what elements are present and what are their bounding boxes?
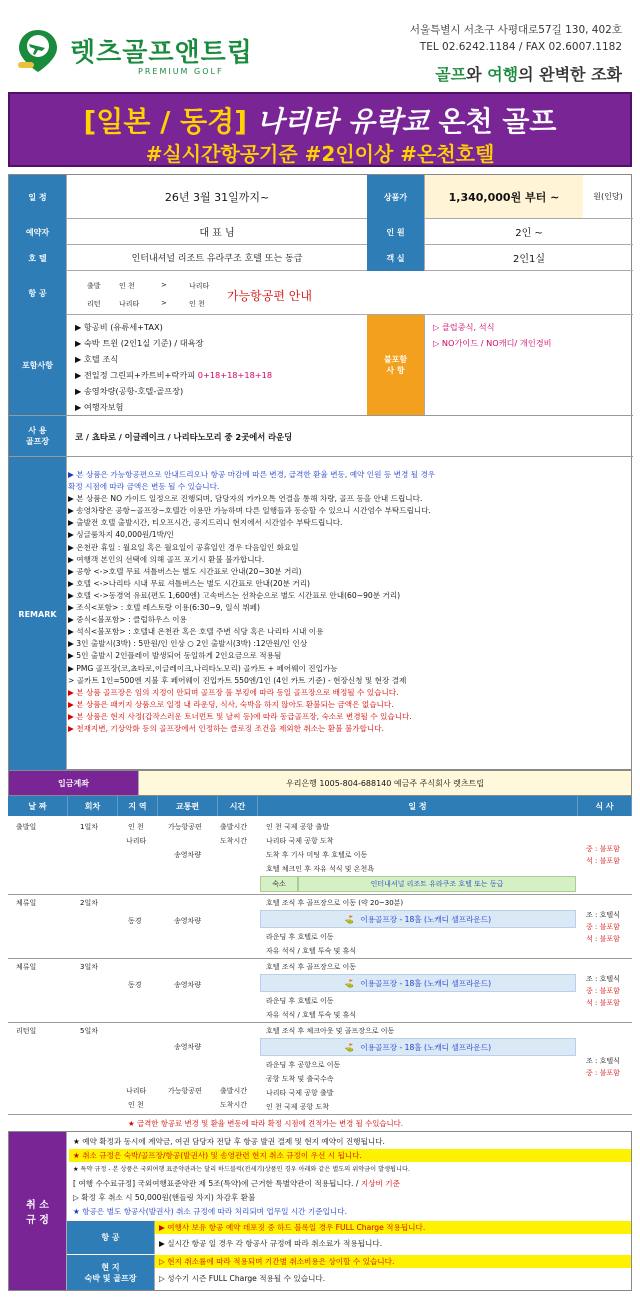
title-part: 온천 골프 <box>428 105 557 138</box>
cancel-rule-text: 지상비 기준 <box>360 1179 400 1188</box>
page-header <box>0 0 640 90</box>
area: 동경 <box>128 981 142 989</box>
itinerary-item: 라운딩 후 공항으로 이동 <box>266 1061 341 1069</box>
transport: 가능항공편 <box>168 823 202 831</box>
label-remark: REMARK <box>9 457 67 771</box>
itinerary-item: 나리타 국제 공항 도착 <box>266 837 334 845</box>
meal: 조 : 호텔식 <box>586 1057 620 1065</box>
col-area: 지 역 <box>118 796 158 816</box>
remark-item: ▶ 3인 출발시(3박) : 5만원/인 인상 ○ 2인 출발시(3박) :12만원/인 인상 <box>68 639 308 649</box>
meal: 중 : 불포함 <box>586 1069 620 1077</box>
arrow: > <box>161 281 167 289</box>
stay-hotel: 인터내셔널 리조트 유라쿠조 호텔 또는 동급 <box>298 876 576 892</box>
product-title <box>10 100 630 140</box>
arrow: > <box>161 299 167 307</box>
golf-flag-icon: ⛳ <box>344 1042 355 1052</box>
col-itinerary: 일 정 <box>258 796 578 816</box>
transport: 송영차량 <box>174 981 202 989</box>
remark-item: ▶ 조식<포함> : 호텔 레스토랑 이용(6:30~9, 일식 뷔페) <box>68 603 260 613</box>
label-room: 객 실 <box>367 245 425 271</box>
exclusions-list <box>433 319 629 351</box>
brand-subtitle: PREMIUM GOLF <box>138 67 224 76</box>
remark-item: ▶ 본 상품은 패키지 상품으로 일정 내 라운딩, 식사, 숙박을 하지 않아도 환불되는 금액은 없습니다. <box>68 699 394 709</box>
golf-round-text: 이용골프장 - 18홀 (노캐디 셀프라운드) <box>360 978 492 988</box>
slogan-part: 의 완벽한 조화 <box>518 65 622 84</box>
label-air: 항 공 <box>9 271 67 315</box>
golf-round-text: 이용골프장 - 18홀 (노캐디 셀프라운드) <box>360 1042 492 1052</box>
remark-item: ▶ 호텔 <->동경역 유료(편도 1,600엔) 고속버스는 선착순으로 별도 시간표로 안내(60~90분 거리) <box>68 590 401 600</box>
label-people: 인 원 <box>367 219 425 245</box>
inclusion-item: ▶ 숙박 트윈 (2인1실 기준) / 대욕장 <box>75 338 204 348</box>
itinerary-item: 자유 석식 / 호텔 투숙 및 휴식 <box>266 947 357 955</box>
air-note: 가능항공편 안내 <box>227 289 312 303</box>
area: 동경 <box>128 917 142 925</box>
golf-round-text: 이용골프장 - 18홀 (노캐디 셀프라운드) <box>360 914 492 924</box>
cancel-rule: ★ 예약 확정과 동시에 계약금, 여권 담당자 전달 후 항공 발권 결제 및 현지 예약이 진행됩니다. <box>73 1137 385 1146</box>
area: 인 천 <box>128 823 144 831</box>
phone-fax-line: TEL 02.6242.1184 / FAX 02.6007.1182 <box>419 41 622 53</box>
time: 도착시간 <box>220 1101 248 1109</box>
golf-round <box>260 974 576 992</box>
day-number: 2일차 <box>80 899 98 907</box>
remark-item: 확정 시점에 따라 금액은 변동 될 수 있습니다. <box>68 482 220 492</box>
period-value: 26년 3월 31일까지~ <box>67 175 367 219</box>
itinerary-item: 나리타 국제 공항 출발 <box>266 1089 334 1097</box>
price-value: 1,340,000원 부터 ~ <box>425 175 583 219</box>
remark-item: ▶ 싱글룸차지 40,000원/1박/인 <box>68 530 174 540</box>
area: 나리타 <box>126 837 147 845</box>
brand-name: 렛츠골프앤트립 <box>70 38 253 68</box>
meal: 석 : 불포함 <box>586 857 620 865</box>
golf-flag-icon: ⛳ <box>344 978 355 988</box>
label-golf-course: 사 용 골프장 <box>9 416 67 456</box>
inclusion-item: ▶ 송영차량(공항-호텔-골프장) <box>75 386 184 396</box>
divider <box>9 456 633 457</box>
exclusion-item: ▷ NO가이드 / NO캐디/ 개인경비 <box>433 338 552 348</box>
inclusion-item: ▶ 항공비 (유류세+TAX) <box>75 322 163 332</box>
itinerary-item: 호텔 조식 후 골프장으로 이동 (약 20~30분) <box>266 899 404 907</box>
day-number: 3일차 <box>80 963 98 971</box>
air-cell <box>67 271 633 315</box>
remark-item: ▶ 출발전 호텔 출발시간, 티오프시간, 공지드리니 현지에서 시간엄수 부탁드립니다. <box>68 518 343 528</box>
day-date: 체류일 <box>16 963 37 971</box>
remark-item: ▶ 송영차량은 공항~골프장~호텔간 이용만 가능하며 다른 일행들과 동승할 수 있으니 시간엄수 부탁드립니다. <box>68 506 431 516</box>
cancellation-policy <box>8 1131 632 1291</box>
area: 인 천 <box>128 1101 144 1109</box>
col-transport: 교통편 <box>158 796 218 816</box>
stay-label: 숙소 <box>260 876 298 892</box>
divider <box>8 894 632 895</box>
cancel-rule: ▷ 확정 후 취소 시 50,000원(핸들링 차지) 차감후 환불 <box>73 1193 256 1202</box>
room-value: 2인1실 <box>425 245 633 271</box>
golf-round <box>260 910 576 928</box>
bank-row <box>8 770 632 796</box>
slogan-part: 골프 <box>435 65 467 84</box>
divider <box>9 415 633 416</box>
remark-item: ▶ 본 상품 골프장은 임의 지정이 안되며 골프장 풀 부킹에 따라 동일 골프장으로 배정될 수 있습니다. <box>68 687 399 697</box>
itinerary-item: 도착 후 기사 미팅 후 호텔로 이동 <box>266 851 368 859</box>
remark-item: ▶ 중식<불포함> : 클럽하우스 이용 <box>68 615 187 625</box>
cancel-rule: ★ 특약 규정 - 본 상품은 국외여행 표준약관과는 달리 하드블럭(전세기)상품인 경우 아래와 같은 별도의 위약금이 발생됩니다. <box>73 1166 410 1173</box>
local-cancel-rule: ▷ 성수기 시즌 FULL Charge 적용될 수 있습니다. <box>159 1274 326 1283</box>
remark-item: ▶ 온천관 휴일 : 월요일 혹은 월요일이 공휴일인 경우 다음일인 화요일 <box>68 542 299 552</box>
remark-item: ▶ 석식<불포함> : 호텔내 온천관 혹은 호텔 주변 식당 혹은 나리타 시내 이용 <box>68 627 324 637</box>
col-day: 회차 <box>68 796 118 816</box>
remark-item: > 골카트 1인=500엔 지불 후 페어웨이 진입카트 550엔/1인 (4인 카트 기준) - 현장신청 및 현장 결제 <box>68 675 407 685</box>
itinerary-item: 호텔 조식 후 체크아웃 및 골프장으로 이동 <box>266 1027 395 1035</box>
cancel-rule: ★ 항공은 별도 항공사(발권사) 취소 규정에 따라 처리되며 업무일 시간 기준입니다. <box>73 1207 348 1216</box>
label-cancel: 취 소 규 정 <box>9 1132 67 1290</box>
label-period: 일 정 <box>9 175 67 219</box>
air-ret-label: 리턴 <box>87 300 101 308</box>
golf-flag-icon: ⛳ <box>344 914 355 924</box>
meal: 중 : 불포함 <box>586 923 620 931</box>
title-part: [일본 / 동경] <box>83 105 257 138</box>
transport: 송영차량 <box>174 917 202 925</box>
itinerary-item: 인 천 국제 공항 도착 <box>266 1103 329 1111</box>
slogan <box>435 62 622 85</box>
cancel-rule-text: [ 여행 수수료규정] 국외여행표준약관 제 5조(특약)에 근거한 특별약관이 적용됩니다. / <box>73 1179 361 1188</box>
meal: 석 : 불포함 <box>586 935 620 943</box>
hotel-value: 인터내셔널 리조트 유라쿠조 호텔 또는 동급 <box>67 245 367 271</box>
day-date: 출발일 <box>16 823 37 831</box>
bank-account: 우리은행 1005-804-688140 예금주 주식회사 렛츠트립 <box>139 771 631 795</box>
col-meal: 식 사 <box>578 796 632 816</box>
inclusions-list <box>75 319 365 415</box>
itinerary-item: 호텔 체크인 후 자유 석식 및 온천욕 <box>266 865 375 873</box>
exclusion-item: ▷ 클럽중식, 석식 <box>433 322 495 332</box>
remark-item: ▶ 공항 <->호텔 무료 셔틀버스는 별도 시간표로 안내(20~30분 거리) <box>68 566 302 576</box>
air-cancel-rule: ▶ 실시간 항공 일 경우 각 항공사 규정에 따라 취소료가 적용됩니다. <box>159 1239 383 1248</box>
label-reserver: 예약자 <box>9 219 67 245</box>
area: 나리타 <box>126 1087 147 1095</box>
transport: 가능항공편 <box>168 1087 202 1095</box>
air-dep-from: 인 천 <box>119 282 135 290</box>
time: 출발시간 <box>220 823 248 831</box>
remark-list <box>68 469 624 735</box>
itinerary-item: 라운딩 후 호텔로 이동 <box>266 997 334 1005</box>
divider <box>8 1022 632 1023</box>
remark-item: ▶ PMG 골프장(코,쵸타로,이글레이크,나리타노모리) 골카트 + 페어웨이 진입가능 <box>68 663 338 673</box>
label-inclusions: 포함사항 <box>9 315 67 415</box>
label-exclusions: 불포함 사 항 <box>367 315 425 415</box>
inclusion-item: ▶ 여행자보험 <box>75 402 124 412</box>
divider <box>8 1114 632 1115</box>
itinerary-item: 자유 석식 / 호텔 투숙 및 휴식 <box>266 1011 357 1019</box>
price-change-notice: ★ 급격한 항공료 변경 및 환율 변동에 따라 확정 시점에 견적가는 변경 될 수있습니다. <box>128 1119 404 1128</box>
reserver-value: 대 표 님 <box>67 219 367 245</box>
slogan-part: 와 <box>466 65 488 84</box>
cancel-rule-highlight: ★ 취소 규정은 숙박/골프장/항공(발권사) 및 송영관련 현지 취소 규정이 우선 시 됩니다. <box>69 1149 631 1162</box>
col-date: 날 짜 <box>8 796 68 816</box>
air-ret-from: 나리타 <box>119 300 140 308</box>
golf-course-value: 코 / 쵸타로 / 이글레이크 / 나리타노모리 중 2곳에서 라운딩 <box>75 432 293 442</box>
itinerary-item: 라운딩 후 호텔로 이동 <box>266 933 334 941</box>
air-dep-to: 나리타 <box>189 282 210 290</box>
remark-item: ▶ 본 상품은 NO 가이드 일정으로 진행되며, 담당자의 카카오톡 연결을 통해 차량, 골프 등을 안내 드립니다. <box>68 494 423 504</box>
transport: 송영차량 <box>174 851 202 859</box>
itinerary-item: 공항 도착 및 출국수속 <box>266 1075 334 1083</box>
title-part: 나리타 유락쿄 <box>256 105 429 138</box>
air-cancel-rule: ▶ 여행사 보유 항공 예약 데포짓 중 하드 블록일 경우 FULL Charge 적용됩니다. <box>155 1221 631 1234</box>
itinerary-item: 인 천 국제 공항 출발 <box>266 823 329 831</box>
cancel-rule <box>73 1178 400 1189</box>
remark-item: ▶ 본 상품은 현지 사정(갑작스러운 토너먼트 및 날씨 등)에 따라 동급골프장, 숙소로 변경될 수 있습니다. <box>68 711 412 721</box>
air-ret-to: 인 천 <box>189 300 205 308</box>
remark-item: ▶ 천재지변, 기상악화 등의 골프장에서 인정하는 클로징 조건을 제외한 취소는 환불 불가합니다. <box>68 723 384 733</box>
meal: 중 : 불포함 <box>586 845 620 853</box>
air-dep-label: 출발 <box>87 282 101 290</box>
transport: 송영차량 <box>174 1043 202 1051</box>
label-price: 상품가 <box>367 175 425 219</box>
label-hotel: 호 텔 <box>9 245 67 271</box>
day-date: 체류일 <box>16 899 37 907</box>
address-line: 서울특별시 서초구 사평대로57길 130, 402호 <box>409 24 622 36</box>
label-cancel-local: 현 지 숙박 및 골프장 <box>67 1254 155 1290</box>
local-cancel-rule: ▷ 현지 취소률에 따라 적용되며 기간별 취소비용은 상이할 수 있습니다. <box>155 1255 631 1268</box>
golf-pin-logo-icon <box>14 28 62 74</box>
meal: 중 : 불포함 <box>586 987 620 995</box>
meal: 석 : 불포함 <box>586 999 620 1007</box>
meal: 조 : 호텔식 <box>586 975 620 983</box>
label-bank: 입금계좌 <box>9 771 139 795</box>
label-cancel-air: 항 공 <box>67 1220 155 1254</box>
time: 출발시간 <box>220 1087 248 1095</box>
divider <box>8 958 632 959</box>
meal: 조 : 호텔식 <box>586 911 620 919</box>
itinerary-item: 호텔 조식 후 골프장으로 이동 <box>266 963 357 971</box>
remark-item: ▶ 5인 출발시 2인플레이 발생되어 동일하게 2인요금으로 적용됨 <box>68 651 282 661</box>
remark-item: ▶ 호텔 <->나리타 시내 무료 셔틀버스는 별도 시간표로 안내(20분 거리) <box>68 578 311 588</box>
product-hashtags: #실시간항공기준 #2인이상 #온천호텔 <box>145 142 495 166</box>
title-banner <box>8 92 632 167</box>
time: 도착시간 <box>220 837 248 845</box>
golf-round <box>260 1038 576 1056</box>
slogan-part: 여행 <box>487 65 519 84</box>
day-number: 1일차 <box>80 823 98 831</box>
price-unit: 원(인당) <box>583 175 633 219</box>
inclusion-item: ▶ 전일정 그린피+카트비+락카피 0+18+18+18+18 <box>75 370 273 380</box>
day-number: 5일차 <box>80 1027 98 1035</box>
company-address <box>410 22 622 56</box>
inclusion-item: ▶ 호텔 조식 <box>75 354 119 364</box>
col-time: 시간 <box>218 796 258 816</box>
remark-item: ▶ 여행객 본인의 선택에 의해 골프 포기시 환불 불가합니다. <box>68 554 265 564</box>
remark-item: ▶ 본 상품은 가능항공편으로 안내드리오나 항공 마감에 따른 변경, 급격한 환율 변동, 예약 인원 등 변경 될 경우 <box>68 470 436 479</box>
people-value: 2인 ~ <box>425 219 633 245</box>
day-date: 리턴일 <box>16 1027 37 1035</box>
